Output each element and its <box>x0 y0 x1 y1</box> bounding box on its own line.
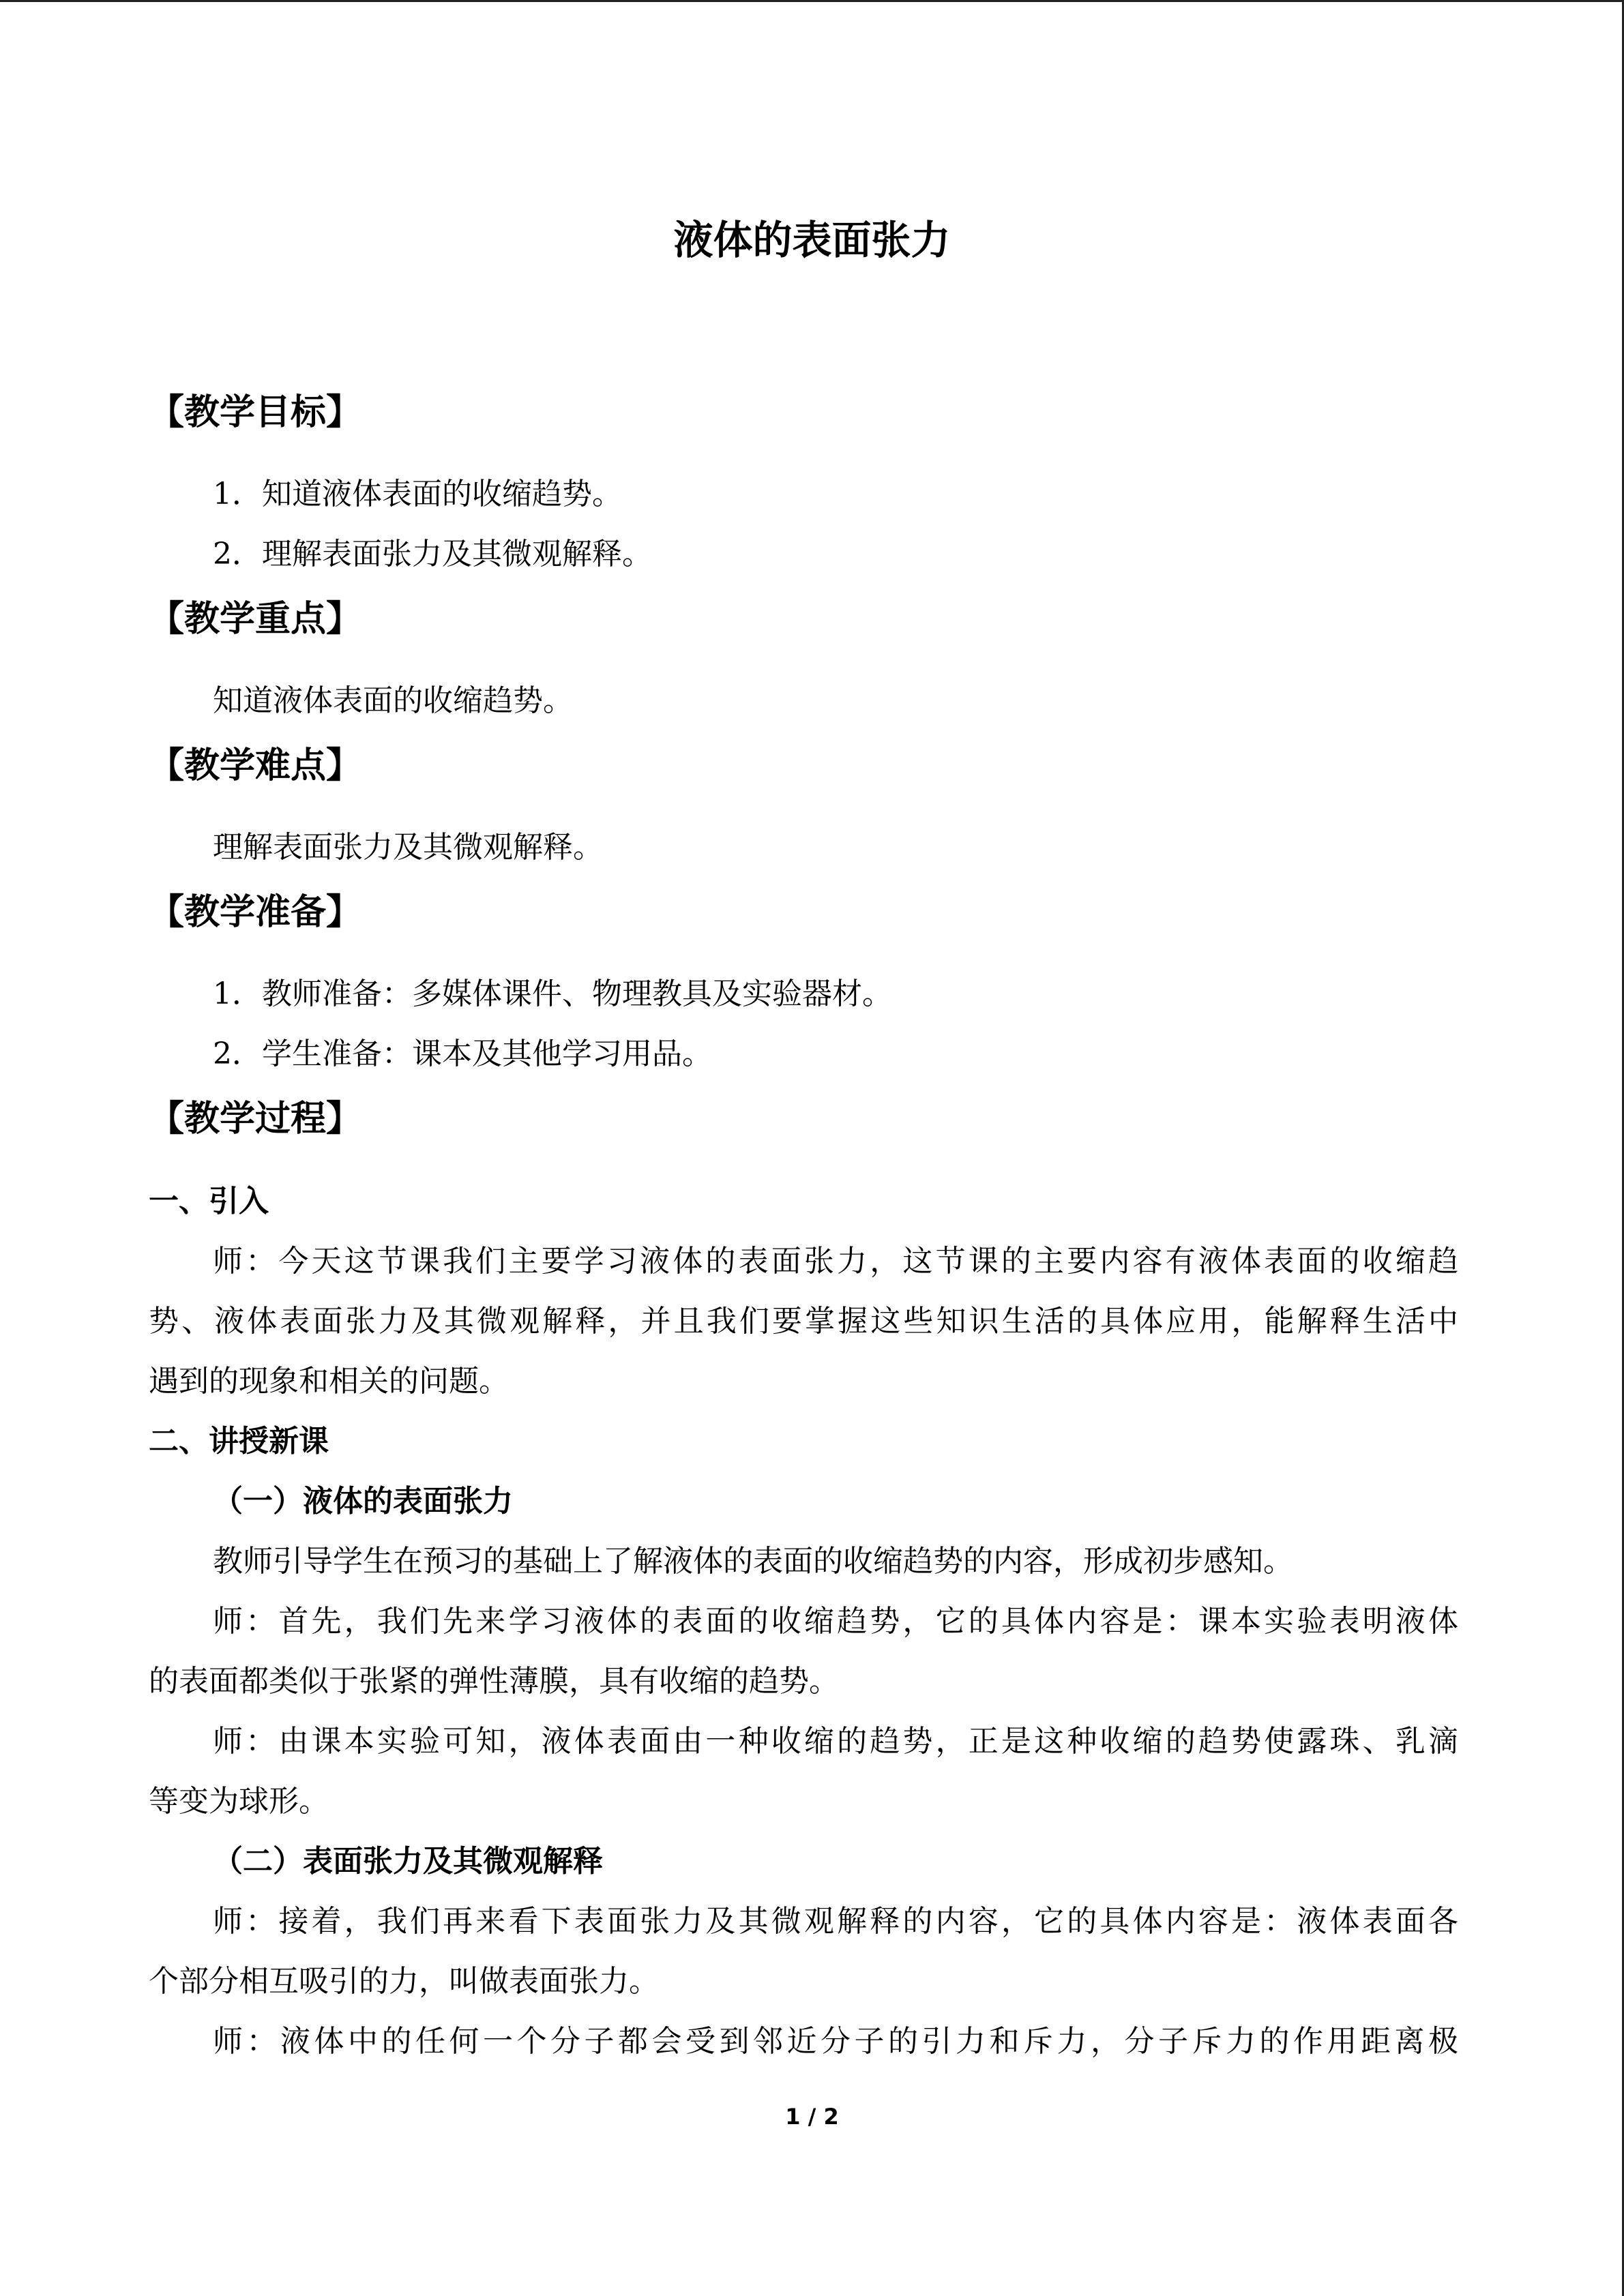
part1-line-1: 教师引导学生在预习的基础上了解液体的表面的收缩趋势的内容，形成初步感知。 <box>213 1544 1293 1579</box>
part2-line-2: 个部分相互吸引的力，叫做表面张力。 <box>149 1964 659 1999</box>
part1-line-4: 师：由课本实验可知，液体表面由一种收缩的趋势，正是这种收缩的趋势使露珠、乳滴 <box>213 1724 1458 1759</box>
intro-line-2: 势、液体表面张力及其微观解释，并且我们要掌握这些知识生活的具体应用，能解释生活中 <box>149 1304 1458 1339</box>
document-title: 液体的表面张力 <box>673 217 951 263</box>
subsection-2-heading: （二）表面张力及其微观解释 <box>213 1844 603 1879</box>
intro-line-1: 师：今天这节课我们主要学习液体的表面张力，这节课的主要内容有液体表面的收缩趋 <box>213 1244 1458 1279</box>
part1-line-3: 的表面都类似于张紧的弹性薄膜，具有收缩的趋势。 <box>149 1664 839 1699</box>
heading-key-points: 【教学重点】 <box>149 599 362 640</box>
preparation-item-1: 1．教师准备：多媒体课件、物理教具及实验器材。 <box>213 976 892 1011</box>
part2-line-3: 师：液体中的任何一个分子都会受到邻近分子的引力和斥力，分子斥力的作用距离极 <box>213 2024 1458 2059</box>
heading-difficulties: 【教学难点】 <box>149 745 362 786</box>
part2-line-1: 师：接着，我们再来看下表面张力及其微观解释的内容，它的具体内容是：液体表面各 <box>213 1904 1458 1939</box>
heading-teaching-goals: 【教学目标】 <box>149 392 362 433</box>
intro-line-3: 遇到的现象和相关的问题。 <box>149 1364 509 1399</box>
difficulties-text: 理解表面张力及其微观解释。 <box>213 830 603 865</box>
page-number: 1 / 2 <box>785 2104 839 2130</box>
preparation-item-2: 2．学生准备：课本及其他学习用品。 <box>213 1037 712 1071</box>
heading-teaching-process: 【教学过程】 <box>149 1099 362 1139</box>
goal-item-2: 2．理解表面张力及其微观解释。 <box>213 537 652 571</box>
part1-line-2: 师：首先，我们先来学习液体的表面的收缩趋势，它的具体内容是：课本实验表明液体 <box>213 1604 1458 1639</box>
subsection-1-heading: （一）液体的表面张力 <box>213 1484 513 1519</box>
part1-line-5: 等变为球形。 <box>149 1784 329 1819</box>
heading-preparation: 【教学准备】 <box>149 892 362 933</box>
key-points-text: 知道液体表面的收缩趋势。 <box>213 683 573 718</box>
section-new-lesson-heading: 二、讲授新课 <box>149 1424 329 1459</box>
page-border-top <box>0 0 1624 2</box>
goal-item-1: 1．知道液体表面的收缩趋势。 <box>213 477 622 511</box>
section-intro-heading: 一、引入 <box>149 1184 269 1219</box>
